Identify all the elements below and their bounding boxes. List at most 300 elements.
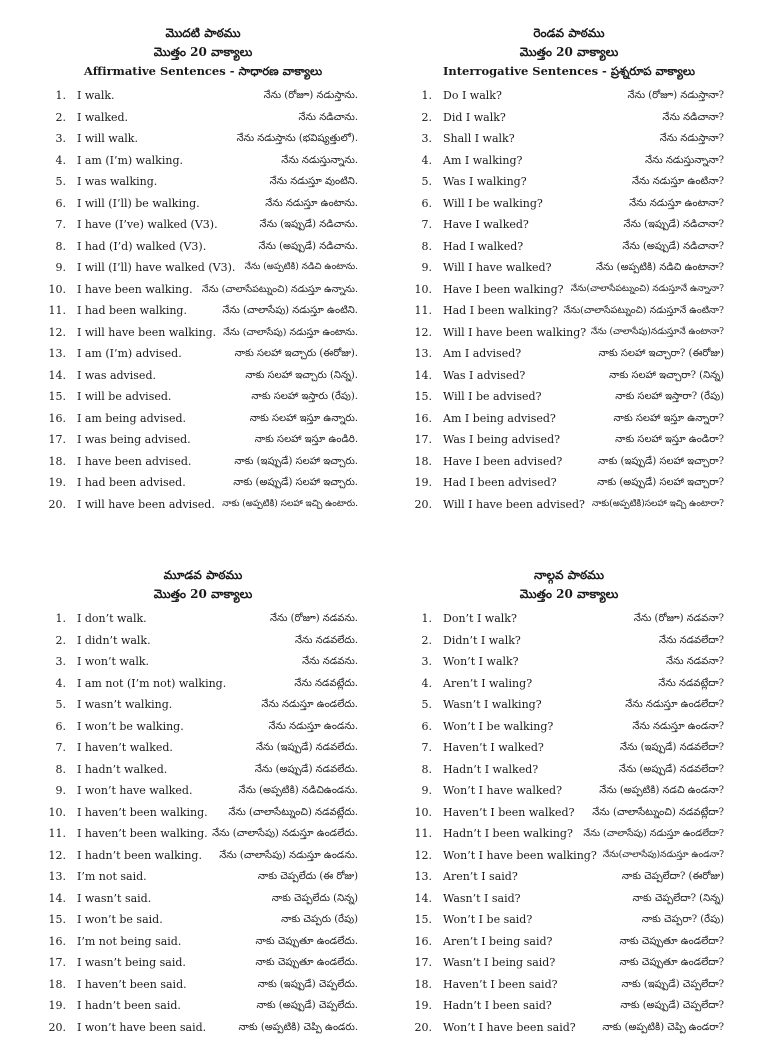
telugu-translation: నేను నడుస్తూ ఉండలేదు. xyxy=(261,694,358,716)
english-sentence: Was I advised? xyxy=(443,365,525,387)
telugu-translation: నాకు (అప్పుడే) చెప్పలేదా? xyxy=(620,995,724,1017)
sentence-row xyxy=(48,322,358,344)
sentence-row xyxy=(48,759,358,781)
sentence-row xyxy=(414,494,724,516)
sentence-number: 5. xyxy=(48,694,66,716)
sentence-row xyxy=(414,995,724,1017)
sentence-list xyxy=(414,85,724,515)
english-sentence: Did I walk? xyxy=(443,107,506,129)
lesson-1-section xyxy=(48,24,358,515)
telugu-translation: నాకు చెప్పుతూ ఉండలేదు. xyxy=(256,931,359,953)
english-sentence: Hadn’t I been walking? xyxy=(443,823,573,845)
telugu-translation: నాకు (అప్పటికి) సలహా ఇచ్చి ఉంటారు. xyxy=(222,494,358,516)
telugu-translation: నేను నడవలేదు. xyxy=(295,630,358,652)
telugu-translation: నాకు సలహా ఇస్తూ ఉండిరా? xyxy=(615,429,724,451)
telugu-translation: నాకు (అప్పుడే) సలహా ఇచ్చారు. xyxy=(233,472,358,494)
english-sentence: I’m not said. xyxy=(77,866,147,888)
sentence-number: 6. xyxy=(414,193,432,215)
sentence-number: 1. xyxy=(48,85,66,107)
english-sentence: Wasn’t I walking? xyxy=(443,694,542,716)
telugu-translation: నేను నడవనా? xyxy=(666,651,724,673)
telugu-translation: నేను (చాలాసేపు) నడుస్తూ ఉండలేదు. xyxy=(212,823,358,845)
telugu-translation: నేను నడిచాను. xyxy=(299,107,358,129)
english-sentence: I wasn’t being said. xyxy=(77,952,186,974)
sentence-row xyxy=(48,236,358,258)
sentence-row xyxy=(414,236,724,258)
sentence-number: 14. xyxy=(48,888,66,910)
telugu-translation: నాకు చెప్పుతూ ఉండలేదా? xyxy=(619,952,724,974)
sentence-row xyxy=(48,150,358,172)
english-sentence: I am (I’m) walking. xyxy=(77,150,183,172)
sentence-number: 16. xyxy=(414,408,432,430)
lesson-subtitle: మొత్తం 20 వాక్యాలు xyxy=(414,585,724,604)
english-sentence: I will have been walking. xyxy=(77,322,216,344)
english-sentence: I will have been advised. xyxy=(77,494,215,516)
sentence-number: 7. xyxy=(414,737,432,759)
telugu-translation: నాకు చెప్పరా? (రేపు) xyxy=(642,909,724,931)
telugu-translation: నేను (చాలాసేపు) నడుస్తూ ఉండలేదా? xyxy=(583,823,724,845)
english-sentence: I had (I’d) walked (V3). xyxy=(77,236,206,258)
telugu-translation: నాకు (ఇప్పుడే) చెప్పలేదా? xyxy=(622,974,724,996)
telugu-translation: నాకు(అప్పటికి)సలహా ఇచ్చి ఉంటారా? xyxy=(592,494,724,516)
sentence-number: 8. xyxy=(414,759,432,781)
english-sentence: I won’t be walking. xyxy=(77,716,184,738)
english-sentence: Had I been advised? xyxy=(443,472,557,494)
telugu-translation: నాకు (ఇప్పుడే) సలహా ఇచ్చారు. xyxy=(234,451,358,473)
telugu-translation: నాకు సలహా ఇచ్చారు (నిన్న). xyxy=(245,365,358,387)
sentence-number: 17. xyxy=(48,429,66,451)
english-sentence: Haven’t I been walked? xyxy=(443,802,574,824)
english-sentence: I won’t walk. xyxy=(77,651,149,673)
sentence-number: 20. xyxy=(48,1017,66,1038)
telugu-translation: నాకు సలహా ఇస్తూ ఉన్నారు. xyxy=(250,408,358,430)
telugu-translation: నేను నడుస్తానా? xyxy=(660,128,724,150)
sentence-row xyxy=(414,193,724,215)
english-sentence: Had I walked? xyxy=(443,236,523,258)
sentence-row xyxy=(414,279,724,301)
telugu-translation: నాకు సలహా ఇస్తూ ఉండిరి. xyxy=(255,429,358,451)
telugu-translation: నాకు (అప్పటికి) చెప్పి ఉండరు. xyxy=(239,1017,359,1038)
sentence-row xyxy=(414,845,724,867)
sentence-number: 18. xyxy=(414,974,432,996)
sentence-row xyxy=(414,716,724,738)
lesson-title: రెండవ పాఠము xyxy=(414,24,724,43)
english-sentence: I was walking. xyxy=(77,171,157,193)
english-sentence: Am I advised? xyxy=(443,343,521,365)
telugu-translation: నాకు సలహా ఇచ్చారా? (ఈరోజు) xyxy=(599,343,724,365)
sentence-row xyxy=(48,214,358,236)
sentence-row xyxy=(414,802,724,824)
sentence-number: 2. xyxy=(48,107,66,129)
sentence-row xyxy=(48,128,358,150)
telugu-translation: నేను (చాలాసేపు) నడుస్తూ ఉండను. xyxy=(219,845,358,867)
sentence-number: 4. xyxy=(48,150,66,172)
sentence-row xyxy=(414,386,724,408)
sentence-number: 9. xyxy=(48,257,66,279)
telugu-translation: నేను (అప్పుడే) నడిచానా? xyxy=(622,236,724,258)
sentence-row xyxy=(414,888,724,910)
telugu-translation: నాకు సలహా ఇస్తూ ఉన్నారా? xyxy=(614,408,724,430)
telugu-translation: నేను నడవలేదా? xyxy=(659,630,724,652)
sentence-number: 10. xyxy=(48,802,66,824)
sentence-row xyxy=(414,759,724,781)
sentence-number: 6. xyxy=(48,193,66,215)
sentence-number: 8. xyxy=(48,759,66,781)
sentence-row xyxy=(48,85,358,107)
sentence-row xyxy=(48,780,358,802)
telugu-translation: నేను నడుస్తూ ఉంటానా? xyxy=(629,193,724,215)
lesson-heading: Interrogative Sentences - ప్రశ్నరూప వాక్యాలు xyxy=(414,62,724,81)
sentence-row xyxy=(414,472,724,494)
sentence-number: 11. xyxy=(48,823,66,845)
sentence-row xyxy=(48,408,358,430)
sentence-row xyxy=(48,888,358,910)
english-sentence: Will I have been walking? xyxy=(443,322,586,344)
telugu-translation: నేను (చాలాసేట్నుంచి) నడవట్లేదు. xyxy=(228,802,358,824)
sentence-number: 8. xyxy=(48,236,66,258)
english-sentence: Don’t I walk? xyxy=(443,608,517,630)
telugu-translation: నేను (రోజూ) నడుస్తాను. xyxy=(264,85,358,107)
sentence-row xyxy=(414,952,724,974)
english-sentence: Do I walk? xyxy=(443,85,502,107)
telugu-translation: నాకు చెప్పలేదు (నిన్న) xyxy=(272,888,358,910)
english-sentence: Won’t I be walking? xyxy=(443,716,553,738)
lesson-header xyxy=(414,24,724,81)
sentence-number: 15. xyxy=(414,909,432,931)
sentence-number: 19. xyxy=(414,995,432,1017)
english-sentence: Shall I walk? xyxy=(443,128,515,150)
telugu-translation: నేను (అప్పటికి) నడిచి ఉంటానా? xyxy=(596,257,724,279)
sentence-number: 16. xyxy=(48,931,66,953)
english-sentence: Wasn’t I said? xyxy=(443,888,521,910)
sentence-row xyxy=(414,1017,724,1038)
sentence-row xyxy=(48,716,358,738)
english-sentence: Have I walked? xyxy=(443,214,529,236)
telugu-translation: నేను నడుస్తున్నాను. xyxy=(281,150,358,172)
english-sentence: I won’t be said. xyxy=(77,909,163,931)
telugu-translation: నాకు సలహా ఇస్తారు (రేపు). xyxy=(251,386,358,408)
sentence-number: 5. xyxy=(414,171,432,193)
sentence-number: 14. xyxy=(414,365,432,387)
sentence-row xyxy=(48,257,358,279)
english-sentence: I haven’t been walking. xyxy=(77,823,208,845)
sentence-number: 20. xyxy=(48,494,66,516)
sentence-number: 1. xyxy=(414,608,432,630)
telugu-translation: నాకు (ఇప్పుడే) సలహా ఇచ్చారా? xyxy=(598,451,724,473)
english-sentence: Had I been walking? xyxy=(443,300,558,322)
sentence-number: 4. xyxy=(414,673,432,695)
sentence-number: 12. xyxy=(48,845,66,867)
sentence-row xyxy=(414,343,724,365)
english-sentence: Was I walking? xyxy=(443,171,527,193)
telugu-translation: నేను (అప్పటికి) నడచి ఉండనా? xyxy=(599,780,724,802)
english-sentence: Have I been walking? xyxy=(443,279,564,301)
sentence-row xyxy=(414,257,724,279)
lesson-subtitle: మొత్తం 20 వాక్యాలు xyxy=(48,585,358,604)
sentence-row xyxy=(48,673,358,695)
telugu-translation: నేను (రోజూ) నడవను. xyxy=(270,608,358,630)
sentence-row xyxy=(414,451,724,473)
sentence-number: 19. xyxy=(414,472,432,494)
sentence-number: 6. xyxy=(48,716,66,738)
telugu-translation: నేను (ఇప్పుడే) నడిచానా? xyxy=(623,214,724,236)
sentence-row xyxy=(48,386,358,408)
english-sentence: Hadn’t I walked? xyxy=(443,759,538,781)
sentence-row xyxy=(414,694,724,716)
sentence-row xyxy=(48,608,358,630)
sentence-number: 14. xyxy=(414,888,432,910)
telugu-translation: నాకు సలహా ఇచ్చారా? (నిన్న) xyxy=(609,365,724,387)
sentence-row xyxy=(414,866,724,888)
english-sentence: I hadn’t been said. xyxy=(77,995,181,1017)
english-sentence: Wasn’t I being said? xyxy=(443,952,555,974)
english-sentence: Aren’t I said? xyxy=(443,866,518,888)
sentence-row xyxy=(48,866,358,888)
lesson-title: మొదటి పాఠము xyxy=(48,24,358,43)
lesson-header xyxy=(48,566,358,604)
telugu-translation: నాకు చెప్పలేదు (ఈ రోజు) xyxy=(258,866,358,888)
telugu-translation: నేను(చాలాసేపట్నుంచి) నడుస్తూనే ఉంటినా? xyxy=(563,300,724,322)
telugu-translation: నేను (చాలాసేపు) నడుస్తూ ఉంటాను. xyxy=(223,322,358,344)
sentence-row xyxy=(48,909,358,931)
english-sentence: I hadn’t been walking. xyxy=(77,845,202,867)
sentence-number: 5. xyxy=(48,171,66,193)
sentence-row xyxy=(414,974,724,996)
telugu-translation: నాకు చెప్పలేదా? (నిన్న) xyxy=(633,888,725,910)
sentence-row xyxy=(48,651,358,673)
sentence-row xyxy=(414,780,724,802)
english-sentence: I haven’t been said. xyxy=(77,974,187,996)
english-sentence: I have (I’ve) walked (V3). xyxy=(77,214,218,236)
sentence-row xyxy=(48,343,358,365)
sentence-row xyxy=(48,107,358,129)
sentence-number: 15. xyxy=(48,909,66,931)
telugu-translation: నేను నడుస్తూ ఉండను. xyxy=(268,716,358,738)
english-sentence: I had been advised. xyxy=(77,472,186,494)
telugu-translation: నాకు చెప్పరు (రేపు) xyxy=(281,909,358,931)
telugu-translation: నేను నడుస్తాను (భవిష్యత్తులో). xyxy=(237,128,358,150)
telugu-translation: నేను(చాలాసేపట్నుంచి) నడుస్తూనే ఉన్నానా? xyxy=(571,279,724,301)
sentence-number: 11. xyxy=(48,300,66,322)
lesson-title: మూడవ పాఠము xyxy=(48,566,358,585)
telugu-translation: నేను (అప్పటికి) నడిచిఉండను. xyxy=(238,780,358,802)
english-sentence: I won’t have walked. xyxy=(77,780,192,802)
sentence-row xyxy=(414,107,724,129)
english-sentence: Won’t I have been walking? xyxy=(443,845,597,867)
sentence-number: 19. xyxy=(48,995,66,1017)
sentence-row xyxy=(48,365,358,387)
lesson-4-section xyxy=(414,566,724,1038)
telugu-translation: నేను నడవను. xyxy=(302,651,358,673)
telugu-translation: నేను (చాలాసేపు)నడుస్తూనే ఉంటానా? xyxy=(591,322,724,344)
english-sentence: I will (I’ll) have walked (V3). xyxy=(77,257,235,279)
sentence-row xyxy=(414,630,724,652)
english-sentence: Aren’t I being said? xyxy=(443,931,552,953)
english-sentence: I’m not being said. xyxy=(77,931,181,953)
english-sentence: Will I be advised? xyxy=(443,386,541,408)
telugu-translation: నేను నడుస్తున్నానా? xyxy=(645,150,724,172)
sentence-number: 12. xyxy=(414,322,432,344)
sentence-number: 13. xyxy=(48,866,66,888)
sentence-number: 17. xyxy=(48,952,66,974)
english-sentence: I didn’t walk. xyxy=(77,630,151,652)
telugu-translation: నాకు సలహా ఇస్తారా? (రేపు) xyxy=(615,386,724,408)
english-sentence: I am being advised. xyxy=(77,408,186,430)
lesson-subtitle: మొత్తం 20 వాక్యాలు xyxy=(414,43,724,62)
telugu-translation: నాకు (అప్పటికి) చెప్పి ఉండరా? xyxy=(602,1017,724,1038)
sentence-number: 6. xyxy=(414,716,432,738)
sentence-row xyxy=(414,429,724,451)
sentence-number: 18. xyxy=(414,451,432,473)
sentence-number: 15. xyxy=(414,386,432,408)
english-sentence: I won’t have been said. xyxy=(77,1017,206,1038)
sentence-number: 8. xyxy=(414,236,432,258)
english-sentence: Won’t I have been said? xyxy=(443,1017,576,1038)
telugu-translation: నాకు (అప్పుడే) చెప్పలేదు. xyxy=(256,995,358,1017)
sentence-row xyxy=(414,909,724,931)
sentence-number: 11. xyxy=(414,823,432,845)
english-sentence: I am not (I’m not) walking. xyxy=(77,673,226,695)
telugu-translation: నాకు చెప్పుతూ ఉండలేదా? xyxy=(619,931,724,953)
telugu-translation: నేను (రోజూ) నడుస్తానా? xyxy=(628,85,724,107)
sentence-number: 19. xyxy=(48,472,66,494)
sentence-row xyxy=(48,451,358,473)
english-sentence: I walk. xyxy=(77,85,115,107)
sentence-number: 12. xyxy=(414,845,432,867)
sentence-number: 9. xyxy=(48,780,66,802)
telugu-translation: నేను నడుస్తూ ఉండనా? xyxy=(632,716,724,738)
telugu-translation: నాకు (అప్పుడే) సలహా ఇచ్చారా? xyxy=(597,472,724,494)
sentence-number: 3. xyxy=(48,651,66,673)
telugu-translation: నాకు చెప్పలేదా? (ఈరోజు) xyxy=(622,866,724,888)
english-sentence: Will I have walked? xyxy=(443,257,551,279)
telugu-translation: నేను నడవట్లేదు. xyxy=(294,673,358,695)
telugu-translation: నేను (ఇప్పుడే) నడవలేదా? xyxy=(620,737,724,759)
english-sentence: I wasn’t walking. xyxy=(77,694,172,716)
english-sentence: Haven’t I been said? xyxy=(443,974,558,996)
sentence-number: 3. xyxy=(414,128,432,150)
sentence-number: 2. xyxy=(48,630,66,652)
english-sentence: I wasn’t said. xyxy=(77,888,151,910)
english-sentence: Am I walking? xyxy=(443,150,522,172)
telugu-translation: నేను (అప్పుడే) నడవలేదు. xyxy=(255,759,358,781)
sentence-row xyxy=(48,802,358,824)
english-sentence: I will be advised. xyxy=(77,386,171,408)
sentence-number: 1. xyxy=(414,85,432,107)
sentence-number: 3. xyxy=(48,128,66,150)
sentence-row xyxy=(414,673,724,695)
english-sentence: I was being advised. xyxy=(77,429,191,451)
sentence-number: 9. xyxy=(414,257,432,279)
telugu-translation: నేను (చాలాసేపు) నడుస్తూ ఉంటిని. xyxy=(222,300,358,322)
sentence-number: 2. xyxy=(414,107,432,129)
english-sentence: Haven’t I walked? xyxy=(443,737,544,759)
sentence-number: 9. xyxy=(414,780,432,802)
lesson-heading: Affirmative Sentences - సాధారణ వాక్యాలు xyxy=(48,62,358,81)
lesson-subtitle: మొత్తం 20 వాక్యాలు xyxy=(48,43,358,62)
sentence-number: 3. xyxy=(414,651,432,673)
sentence-row xyxy=(414,150,724,172)
sentence-number: 5. xyxy=(414,694,432,716)
telugu-translation: నేను నడుస్తూ ఉండలేదా? xyxy=(625,694,724,716)
sentence-row xyxy=(414,651,724,673)
sentence-number: 4. xyxy=(414,150,432,172)
sentence-number: 18. xyxy=(48,451,66,473)
sentence-number: 2. xyxy=(414,630,432,652)
telugu-translation: నేను (అప్పటికి) నడిచి ఉంటాను. xyxy=(245,257,358,279)
telugu-translation: నాకు (ఇప్పుడే) చెప్పలేదు. xyxy=(258,974,358,996)
english-sentence: I don’t walk. xyxy=(77,608,147,630)
english-sentence: I have been walking. xyxy=(77,279,193,301)
sentence-number: 7. xyxy=(48,737,66,759)
sentence-row xyxy=(48,952,358,974)
lesson-header xyxy=(48,24,358,81)
telugu-translation: నేను (రోజూ) నడవనా? xyxy=(634,608,724,630)
english-sentence: I have been advised. xyxy=(77,451,191,473)
telugu-translation: నేను (అప్పుడే) నడవలేదా? xyxy=(619,759,724,781)
sentence-number: 10. xyxy=(414,279,432,301)
english-sentence: I haven’t been walking. xyxy=(77,802,208,824)
sentence-row xyxy=(414,128,724,150)
telugu-translation: నేను (ఇప్పుడే) నడిచాను. xyxy=(260,214,358,236)
english-sentence: I walked. xyxy=(77,107,128,129)
sentence-number: 20. xyxy=(414,494,432,516)
sentence-row xyxy=(414,823,724,845)
lesson-header xyxy=(414,566,724,604)
telugu-translation: నేను నడిచానా? xyxy=(662,107,724,129)
sentence-number: 10. xyxy=(48,279,66,301)
sentence-row xyxy=(48,1017,358,1038)
english-sentence: I hadn’t walked. xyxy=(77,759,167,781)
sentence-row xyxy=(48,974,358,996)
english-sentence: I had been walking. xyxy=(77,300,187,322)
lesson-3-section xyxy=(48,566,358,1038)
telugu-translation: నేను(చాలాసేపు)నడుస్తూ ఉండనా? xyxy=(603,845,724,867)
english-sentence: Hadn’t I been said? xyxy=(443,995,552,1017)
english-sentence: Will I have been advised? xyxy=(443,494,585,516)
sentence-number: 16. xyxy=(414,931,432,953)
english-sentence: I was advised. xyxy=(77,365,156,387)
lesson-title: నాల్గవ పాఠము xyxy=(414,566,724,585)
telugu-translation: నేను (అప్పుడే) నడిచాను. xyxy=(258,236,358,258)
english-sentence: Was I being advised? xyxy=(443,429,560,451)
sentence-row xyxy=(48,472,358,494)
sentence-list xyxy=(414,608,724,1038)
english-sentence: Will I be walking? xyxy=(443,193,543,215)
sentence-row xyxy=(414,608,724,630)
telugu-translation: నేను (చాలాసేపట్నుంచి) నడుస్తూ ఉన్నాను. xyxy=(202,279,358,301)
sentence-number: 15. xyxy=(48,386,66,408)
sentence-number: 14. xyxy=(48,365,66,387)
sentence-number: 12. xyxy=(48,322,66,344)
sentence-row xyxy=(414,214,724,236)
telugu-translation: నేను నడుస్తూ ఉంటాను. xyxy=(265,193,358,215)
sentence-row xyxy=(48,995,358,1017)
sentence-list xyxy=(48,85,358,515)
english-sentence: I will (I’ll) be walking. xyxy=(77,193,200,215)
sentence-row xyxy=(48,300,358,322)
telugu-translation: నేను నడుస్తూ ఉంటినా? xyxy=(632,171,724,193)
english-sentence: Aren’t I waling? xyxy=(443,673,532,695)
sentence-number: 18. xyxy=(48,974,66,996)
english-sentence: Have I been advised? xyxy=(443,451,562,473)
sentence-row xyxy=(48,171,358,193)
sentence-row xyxy=(414,408,724,430)
sentence-row xyxy=(48,494,358,516)
telugu-translation: నేను (ఇప్పుడే) నడవలేదు. xyxy=(256,737,358,759)
telugu-translation: నాకు చెప్పుతూ ఉండలేదు. xyxy=(256,952,359,974)
sentence-number: 10. xyxy=(414,802,432,824)
